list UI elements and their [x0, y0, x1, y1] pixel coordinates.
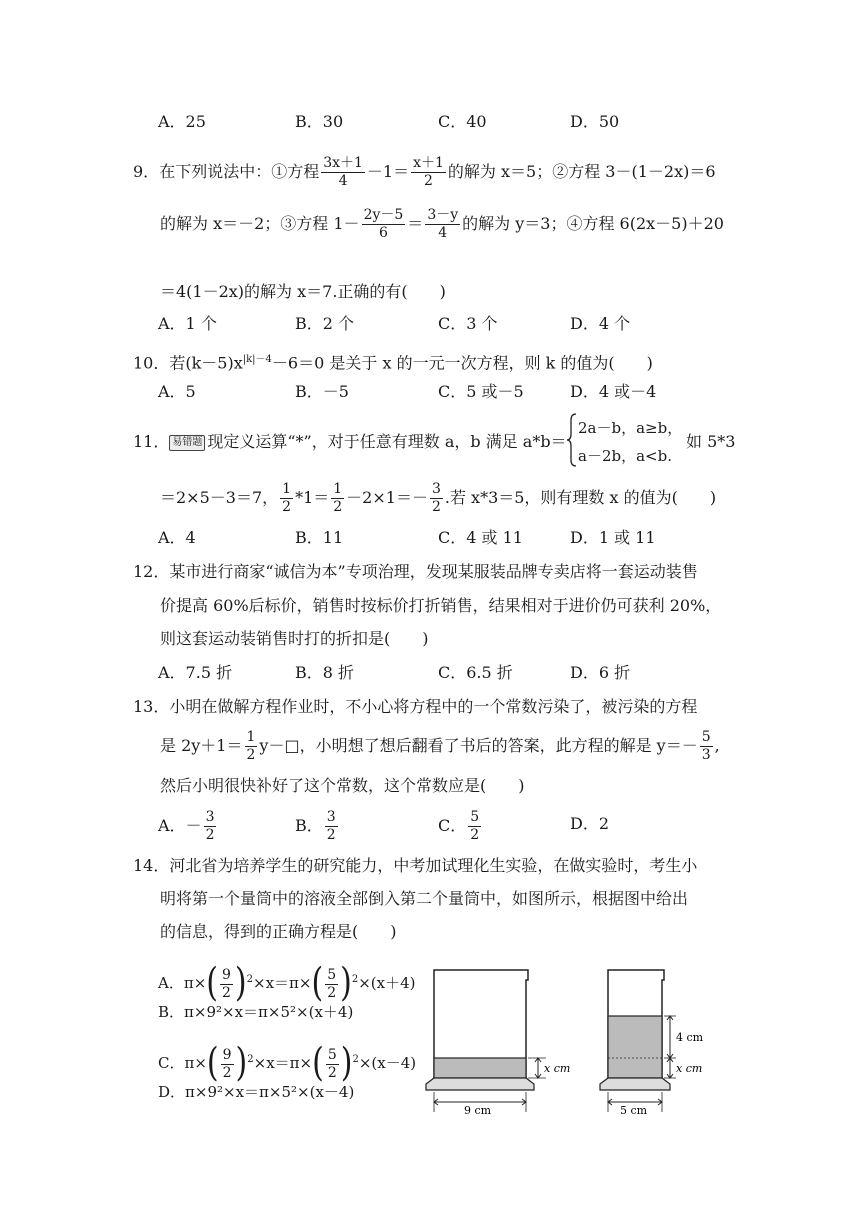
- q14-option-c: [158, 1038, 416, 1086]
- error-prone-badge: 易错题: [169, 435, 205, 451]
- q13-line-3: 然后小明很快补好了这个常数，这个常数应是( ): [160, 776, 525, 795]
- q11-text: *1＝: [295, 488, 330, 507]
- q10-option-a: A．5: [158, 382, 196, 401]
- denominator: 2: [327, 1064, 337, 1081]
- q13-option-d: D．2: [570, 814, 610, 833]
- q10-text: 10．若(k－5)x: [133, 353, 243, 373]
- fraction: [321, 155, 365, 190]
- numerator: 1: [333, 481, 343, 497]
- cylinders-figure: [420, 966, 720, 1118]
- q9-number: 9．: [133, 162, 160, 181]
- numerator: 3－y: [427, 207, 459, 223]
- numerator: 1: [282, 481, 292, 497]
- fraction: [245, 729, 258, 764]
- numerator: 3: [205, 809, 215, 825]
- numerator: 2y－5: [363, 207, 404, 223]
- denominator: 2: [246, 747, 256, 763]
- q12-option-a: A．7.5 折: [158, 663, 233, 682]
- right-width-label: 5 cm: [620, 1104, 648, 1117]
- q12-option-d: D．6 折: [570, 663, 631, 682]
- numerator: 1: [246, 729, 256, 745]
- q13-text: y－□，小明想了想后翻看了书后的答案，此方程的解是 y＝－: [259, 736, 698, 755]
- fraction: [362, 207, 406, 242]
- q10-option-d: D．4 或－4: [570, 382, 657, 401]
- q9-option-a: A．1 个: [158, 314, 217, 333]
- left-x-label: x cm: [544, 1062, 571, 1075]
- left-width-label: 9 cm: [464, 1104, 492, 1117]
- numerator: 5: [470, 809, 480, 825]
- q11-text: ＝2×5－3＝7，: [160, 488, 279, 507]
- q8-option-d: D．50: [570, 112, 620, 131]
- denominator: 2: [326, 827, 336, 843]
- denominator: 3: [701, 747, 711, 763]
- q13-line-1: 13．小明在做解方程作业时，不小心将方程中的一个常数污染了，被污染的方程: [133, 697, 698, 716]
- piecewise-brace: [566, 412, 578, 472]
- numerator: 3x＋1: [323, 155, 363, 171]
- q9-text: 在下列说法中：①方程: [159, 162, 320, 181]
- fraction: [221, 1047, 234, 1082]
- q11-number: 11．: [133, 432, 170, 451]
- q9-option-c: C．3 个: [438, 314, 498, 333]
- numerator: 9: [221, 966, 231, 983]
- q12-line-2: 价提高 60%后标价，销售时按标价打折销售，结果相对于进价仍可获利 20%，: [160, 596, 722, 615]
- q14-option-a: [158, 958, 415, 1006]
- exponent: 2: [247, 1054, 254, 1065]
- q11-option-d: D．1 或 11: [570, 528, 656, 547]
- option-label: C．: [438, 816, 467, 835]
- q12-line-3: 则这套运动装销售时打的折扣是( ): [160, 629, 429, 648]
- case-1: 2a－b，a≥b，: [578, 419, 683, 437]
- q14-option-b: B．π×9²×x＝π×5²×(x＋4): [158, 1003, 354, 1021]
- close-paren: ): [340, 960, 352, 1007]
- q9-text: ＝: [407, 214, 424, 233]
- q11-text: 现定义运算“*”，对于任意有理数 a，b 满足 a*b＝: [207, 432, 567, 451]
- fraction: [425, 207, 460, 242]
- option-text: A．π×: [158, 974, 207, 992]
- denominator: 2: [424, 173, 433, 189]
- q9-text: －1＝: [366, 162, 410, 181]
- q11-option-b: B．11: [295, 528, 344, 547]
- fraction: [468, 809, 481, 844]
- q8-option-b: B．30: [295, 112, 344, 131]
- close-paren: ): [340, 1040, 353, 1087]
- close-paren: ): [234, 960, 247, 1007]
- q14-line-2: 明将第一个量筒中的溶液全部倒入第二个量筒中，如图所示，根据图中给出: [160, 889, 689, 908]
- exponent: 2: [351, 974, 359, 985]
- q8-option-a: A．25: [158, 112, 206, 131]
- denominator: 6: [378, 225, 388, 241]
- q10-option-b: B．－5: [295, 382, 349, 401]
- option-text: C．π×: [158, 1054, 207, 1072]
- denominator: 2: [222, 1064, 232, 1081]
- numerator: 9: [222, 1046, 232, 1063]
- q14-option-d: D．π×9²×x＝π×5²×(x－4): [158, 1083, 355, 1101]
- fraction: [326, 1047, 339, 1082]
- q14-line-3: 的信息，得到的正确方程是( ): [160, 922, 397, 941]
- left-cylinder: [426, 970, 570, 1117]
- numerator: 5: [327, 1046, 337, 1063]
- denominator: 2: [205, 827, 215, 843]
- left-base: [426, 1078, 534, 1090]
- q13-line-2: [160, 726, 720, 766]
- denominator: 4: [338, 173, 348, 189]
- open-paren: (: [311, 960, 324, 1007]
- q9-text: 的解为 y＝3；④方程 6(2x－5)＋20: [462, 214, 724, 233]
- numerator: 5: [701, 729, 711, 745]
- denominator: 4: [438, 225, 448, 241]
- q12-line-1: 12．某市进行商家“诚信为本”专项治理，发现某服装品牌专卖店将一套运动装售: [133, 562, 698, 581]
- exponent: 2: [352, 1054, 359, 1065]
- left-liquid: [434, 1058, 526, 1078]
- open-paren: (: [312, 1040, 324, 1087]
- brace-icon: [566, 412, 578, 468]
- close-paren: ): [235, 1040, 248, 1087]
- q9-line-1: [133, 152, 716, 192]
- case-2: a－2b，a<b.: [578, 447, 672, 465]
- denominator: 2: [327, 984, 337, 1001]
- numerator: 3: [431, 481, 441, 497]
- numerator: x＋1: [413, 155, 444, 171]
- numerator: 3: [326, 809, 336, 825]
- q13-text: 是 2y＋1＝: [160, 736, 243, 755]
- q13-option-c: [438, 806, 483, 846]
- q10-stem: [133, 350, 653, 373]
- fraction: [220, 967, 233, 1002]
- q10-text: －6＝0 是关于 x 的一元一次方程，则 k 的值为( ): [271, 353, 653, 373]
- denominator: 2: [282, 499, 292, 515]
- q9-option-b: B．2 个: [295, 314, 355, 333]
- fraction: [700, 729, 713, 764]
- open-paren: (: [206, 960, 218, 1007]
- fraction: [280, 481, 293, 516]
- right-liquid: [608, 1016, 662, 1078]
- q11-option-c: C．4 或 11: [438, 528, 523, 547]
- fraction: [331, 481, 344, 516]
- option-label: B．: [295, 816, 323, 835]
- q11-text: .若 x*3＝5，则有理数 x 的值为( ): [444, 488, 717, 507]
- height-label: 4 cm: [676, 1031, 704, 1044]
- q9-option-d: D．4 个: [570, 314, 631, 333]
- denominator: 2: [470, 827, 480, 843]
- q13-option-a: [158, 806, 218, 846]
- q11-line-2: [160, 478, 716, 518]
- right-cylinder: [600, 970, 704, 1117]
- fraction: [430, 481, 443, 516]
- option-text: ×(x＋4): [358, 974, 416, 992]
- option-text: ×x＝π×: [253, 974, 312, 992]
- q9-text: 的解为 x＝－2；③方程 1－: [160, 214, 360, 233]
- denominator: 2: [333, 499, 343, 515]
- option-label: A．－: [158, 816, 202, 835]
- exponent: 2: [246, 974, 253, 985]
- option-text: ×x＝π×: [253, 1054, 313, 1072]
- q10-exponent: |k|－4: [242, 354, 272, 365]
- right-x-label: x cm: [676, 1062, 703, 1075]
- denominator: 2: [431, 499, 441, 515]
- q11-line-1: [133, 432, 567, 452]
- q11-line-1-end: 如 5*3: [686, 432, 736, 451]
- q13-option-b: [295, 806, 340, 846]
- numerator: 5: [327, 966, 337, 983]
- q11-text: －2×1＝－: [346, 488, 428, 507]
- q9-line-2: [160, 204, 724, 244]
- q12-option-c: C．6.5 折: [438, 663, 513, 682]
- fraction: [204, 809, 217, 844]
- option-text: ×(x－4): [358, 1054, 417, 1072]
- denominator: 2: [221, 984, 231, 1001]
- q12-option-b: B．8 折: [295, 663, 355, 682]
- q11-option-a: A．4: [158, 528, 196, 547]
- q10-option-c: C．5 或－5: [438, 382, 524, 401]
- fraction: [411, 155, 446, 190]
- q14-line-1: 14．河北省为培养学生的研究能力，中考加试理化生实验，在做实验时，考生小: [133, 856, 698, 875]
- q13-text: ,: [714, 736, 720, 755]
- q9-line-3: ＝4(1－2x)的解为 x＝7.正确的有( ): [160, 282, 446, 301]
- q8-option-c: C．40: [438, 112, 487, 131]
- fraction: [325, 967, 338, 1002]
- open-paren: (: [206, 1040, 219, 1087]
- fraction: [325, 809, 338, 844]
- q9-text: 的解为 x＝5；②方程 3－(1－2x)＝6: [447, 162, 716, 181]
- right-base: [600, 1078, 670, 1090]
